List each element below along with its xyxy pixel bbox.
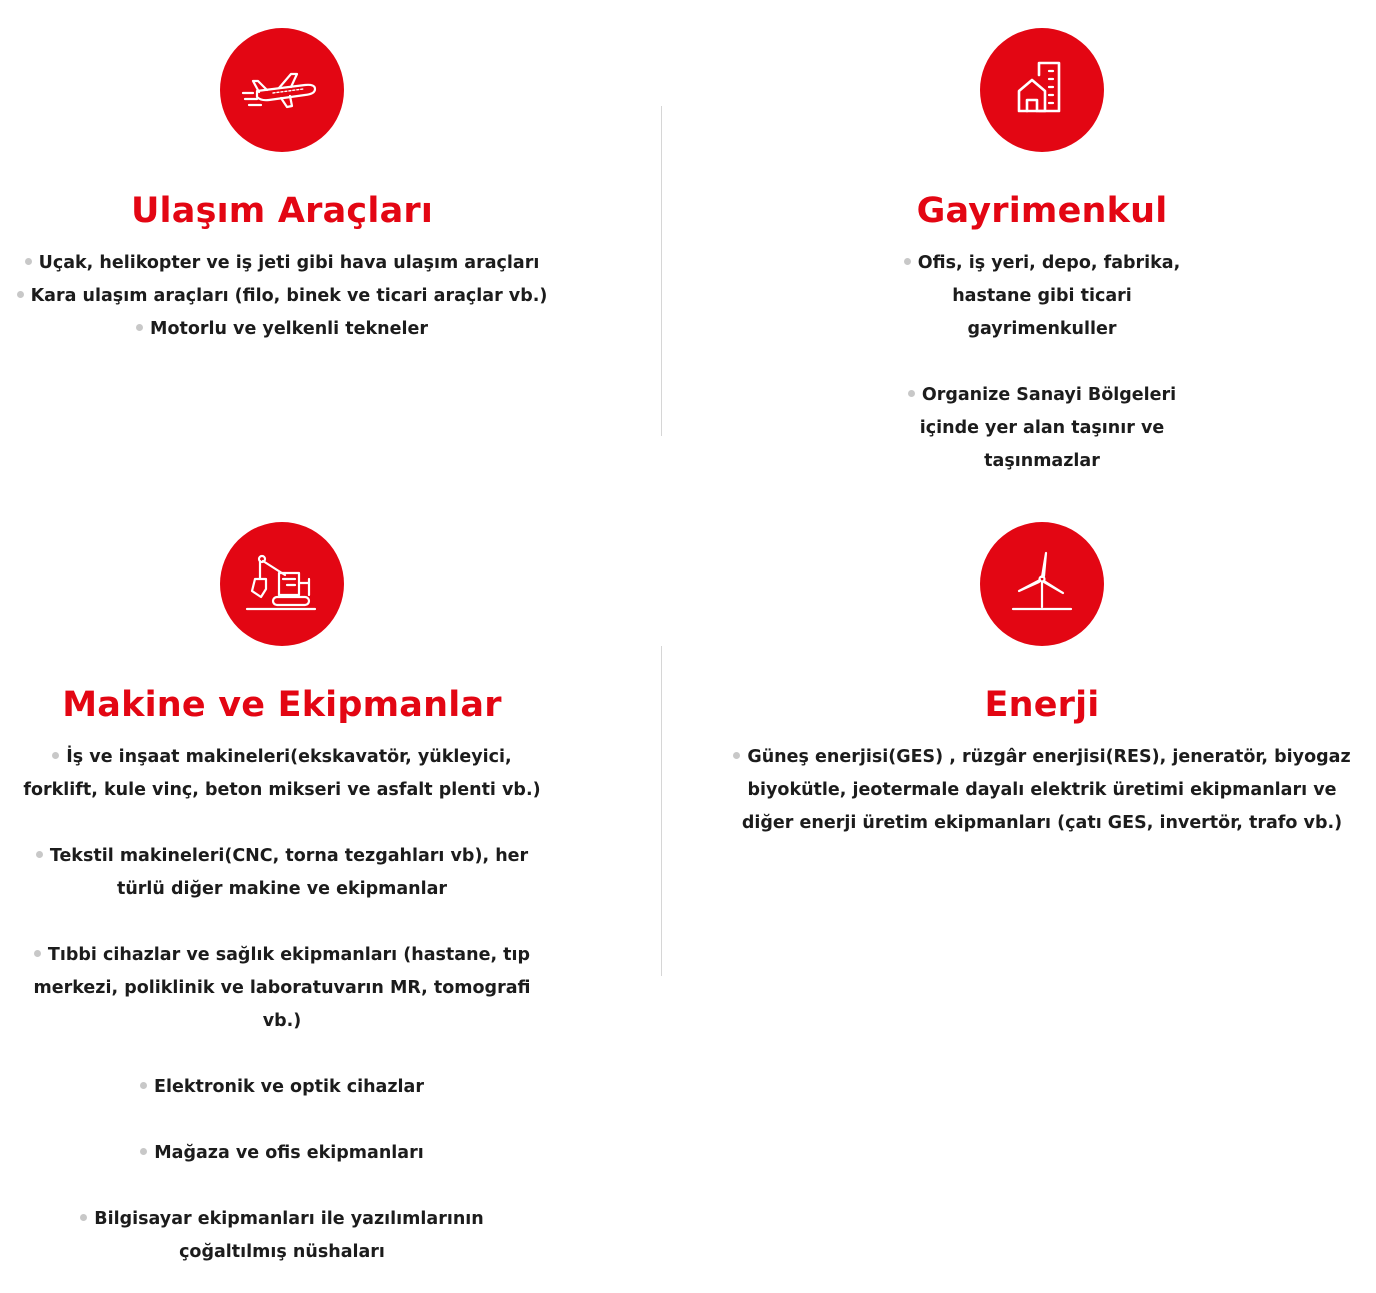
bullet-dot: [140, 1082, 147, 1089]
bullet-dot: [52, 752, 59, 759]
section-icon-circle: [220, 522, 344, 646]
bullet-dot: [733, 752, 740, 759]
list-item-text: Güneş enerjisi(GES) , rüzgâr enerjisi(RES), jeneratör, biyogaz biyokütle, jeotermale dayalı elektrik üretimi ekipmanları ve diğer enerji üretim ekipmanları (çatı GES, invertör, trafo vb.): [741, 747, 1351, 833]
list-item-text: Ofis, iş yeri, depo, fabrika, hastane gibi ticari gayrimenkuller: [917, 253, 1181, 339]
section-title: Enerji: [984, 685, 1100, 725]
list-item: [2, 280, 562, 313]
bullet-dot: [25, 258, 32, 265]
bullet-dot: [36, 851, 43, 858]
list-item: [722, 741, 1362, 840]
list-item-text: Mağaza ve ofis ekipmanları: [154, 1143, 424, 1163]
list-item-text: İş ve inşaat makineleri(ekskavatör, yükleyici, forklift, kule vinç, beton mikseri ve asfalt plenti vb.): [23, 747, 541, 800]
list-item: [2, 939, 562, 1038]
list-item: [2, 1071, 562, 1104]
column-divider: [661, 106, 662, 436]
list-item-text: Tekstil makineleri(CNC, torna tezgahları vb), her türlü diğer makine ve ekipmanlar: [49, 846, 529, 899]
section-icon-circle: [980, 522, 1104, 646]
section-title: Makine ve Ekipmanlar: [62, 685, 502, 725]
section-list: [741, 741, 1351, 840]
list-item-text: Tıbbi cihazlar ve sağlık ekipmanları (hastane, tıp merkezi, poliklinik ve laboratuvarın MR, tomografi vb.): [33, 945, 531, 1031]
section-transport: [2, 28, 562, 346]
section-icon-circle: [220, 28, 344, 152]
column-divider: [661, 646, 662, 976]
list-item: [2, 840, 562, 906]
airplane-icon: [239, 47, 325, 133]
bullet-dot: [34, 950, 41, 957]
list-item: [762, 247, 1322, 346]
excavator-icon: [239, 541, 325, 627]
bullet-dot: [136, 324, 143, 331]
section-list: [2, 741, 562, 1269]
bullet-dot: [80, 1214, 87, 1221]
section-machinery: [2, 522, 562, 1269]
list-item: [2, 1203, 562, 1269]
list-item-text: Uçak, helikopter ve iş jeti gibi hava ulaşım araçları: [38, 253, 540, 273]
list-item-text: Bilgisayar ekipmanları ile yazılımlarının çoğaltılmış nüshaları: [94, 1209, 484, 1262]
building-icon: [999, 47, 1085, 133]
list-item-text: Organize Sanayi Bölgeleri içinde yer alan taşınır ve taşınmazlar: [919, 385, 1177, 471]
list-item: [2, 247, 562, 280]
section-real-estate: [762, 28, 1322, 478]
bullet-dot: [140, 1148, 147, 1155]
bullet-dot: [17, 291, 24, 298]
list-item: [2, 313, 562, 346]
list-item-text: Motorlu ve yelkenli tekneler: [150, 319, 428, 339]
section-title: Ulaşım Araçları: [130, 191, 434, 231]
section-list: [762, 247, 1322, 478]
list-item: [762, 379, 1322, 478]
list-item: [2, 741, 562, 807]
bullet-dot: [908, 390, 915, 397]
list-item-text: Kara ulaşım araçları (filo, binek ve ticari araçlar vb.): [30, 286, 548, 306]
list-item: [2, 1137, 562, 1170]
list-item-text: Elektronik ve optik cihazlar: [154, 1077, 424, 1097]
wind-turbine-icon: [999, 541, 1085, 627]
section-title: Gayrimenkul: [916, 191, 1168, 231]
section-icon-circle: [980, 28, 1104, 152]
section-list: [2, 247, 562, 346]
section-energy: [741, 522, 1351, 840]
bullet-dot: [904, 258, 911, 265]
